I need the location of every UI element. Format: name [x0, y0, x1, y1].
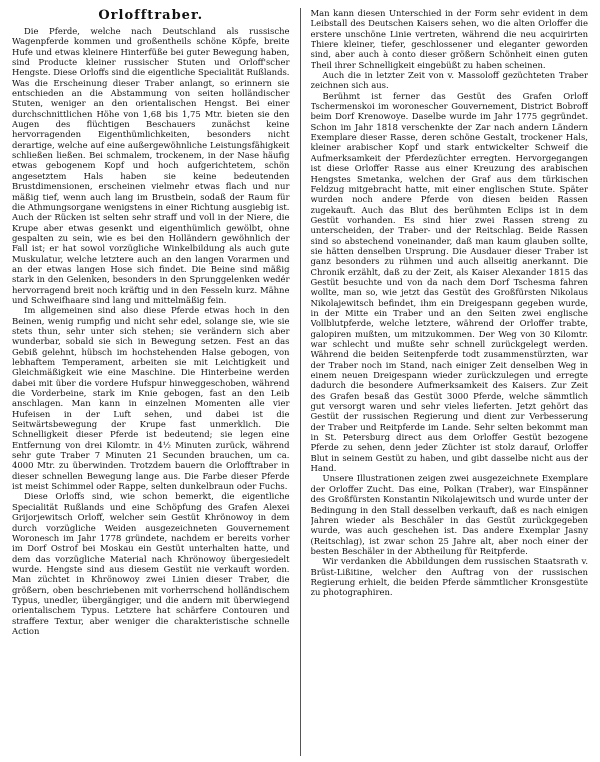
two-column-layout [12, 8, 588, 756]
right-paragraph-3: Berühmt ist ferner das Gestüt des Grafen Orloff Tschermenskoi im woronescher Gouvernement, District Bobroff beim Dorf Krenowoye. Daselbe wurde im Jahr 1775 gegründet. Schon im Jahr 1818 verschenkte der Zar nach andern Ländern Exemplare dieser Rasse, deren schöne Gestalt, trockener Hals, kleiner arabischer Kopf und stark entwickelter Schweif die Aufmerksamkeit der Pferdezüchter erregten. Hervorgegangen ist diese Orloffer Rasse aus einer Kreuzung des arabischen Hengstes Smetanka, welchen der Graf aus dem türkischen Feldzug mitgebracht hatte, mit einer englischen Stute. Später wurden noch andere Pferde von diesen beiden Rassen zugekauft. Auch das Blut des berühmten Eclips ist in dem Gestüt vorhanden. Es sind hier zwei Rassen streng zu unterscheiden, der Traber- und der Reitschlag. Beide Rassen sind so abstechend voneinander, daß man kaum glauben sollte, sie hätten denselben Ursprung. Die Ausdauer dieser Traber ist ganz besonders zu rühmen und auch allseitig anerkannt. Die Chronik erzählt, daß zu der Zeit, als Kaiser Alexander 1815 das Gestüt besuchte und von da nach dem Dorf Tschesma fahren wollte, man so, wie jetzt das Gestüt des Großfürsten Nikolaus Nikolajewitsch befindet, ihm ein Dreigespann gegeben wurde, in der Mitte ein Traber und an den Seiten zwei englische Vollblutpferde, welche letztere, während der Orloffer trabte, galopiren mußten, um mitzukommen. Der Weg von 30 Kilomtr. war schlecht und mußte sehr schnell zurückgelegt werden. Während die beiden Seitenpferde todt zusammenstürzten, war der Traber noch im Stand, nach einiger Zeit denselben Weg in einem neuen Dreigespann wieder zurückzulegen und erregte dadurch die besondere Aufmerksamkeit des Kaisers. Zur Zeit des Grafen besaß das Gestüt 3000 Pferde, welche sämmtlich gut versorgt waren und sehr vieles lieferten. Jetzt gehört das Gestüt der russischen Regierung und dient zur Verbesserung der Traber und Reitpferde im Lande. Sehr selten bekommt man in St. Petersburg direct aus dem Orloffer Gestüt bezogene Pferde zu sehen, denn jeder Züchter ist stolz darauf, Orloffer Blut in seinem Gestüt zu haben, und gibt dasselbe nicht aus der Hand. [310, 90, 588, 474]
left-paragraph-3: Diese Orloffs sind, wie schon bemerkt, die eigentliche Specialität Rußlands und eine Schöpfung des Grafen Alexei Grijorjewitsch Orloff, welcher sein Gestüt Khrönowoy in dem durch vorzügliche Weiden ausgezeichneten Gouvernement Woronesch im Jahr 1778 gründete, nachdem er bereits vorher im Dorf Ostrof bei Moskau ein Gestüt unterhalten hatte, und dem das vorzügliche Material nach Khrönowoy übergesiedelt wurde. Hengste sind aus diesem Gestüt nie verkauft worden. Man züchtet in Khrönowoy zwei Linien dieser Traber, die größern, oben beschriebenen mit vorherrschend holländischem Typus, unedler, übergängiger, und die andern mit überwiegend orientalischem Typus. Letztere hat schärfere Contouren und straffere Textur, aber weniger die charakteristische schnelle Action [12, 491, 290, 636]
left-paragraph-1: Die Pferde, welche nach Deutschland als russische Wagenpferde kommen und großentheils schöne Köpfe, breite Hufe und etwas kleinere Hinterfüße bei guter Bewegung haben, sind Producte kleiner russischer Stuten und Orloff'scher Hengste. Diese Orloffs sind die eigentliche Specialität Rußlands. Was die Erscheinung dieser Traber anlangt, so erinnern sie entschieden an die Abstammung von seiten holländischer Stuten, weniger an den orientalischen Hengst. Bei einer durchschnittlichen Höhe von 1,68 bis 1,75 Mtr. bieten sie den Augen des flüchtigen Beschauers zunächst keine hervorragenden Eigenthümlichkeiten, besonders nicht derartige, welche auf eine außergewöhnliche Leistungsfähigkeit schließen ließen. Bei schmalem, trockenem, in der Nase häufig etwas gebogenem Kopf und hoch aufgerichtetem, schön angesetztem Hals haben sie keine bedeutenden Brustdimensionen, erscheinen vielmehr etwas flach und nur mäßig tief, wenn auch lang im Brustbein, sodaß der Raum für die Athmungsorgane wenigstens in einer Richtung ausgiebig ist. Auch der Rücken ist selten sehr straff und voll in der Niere, die Krupe aber etwas gesenkt und eigenthümlich gewölbt, ohne gespalten zu sein, wie es bei den Holländern gewöhnlich der Fall ist; er hat sowol vorzügliche Winkelbildung als auch gute Muskulatur, welche letztere auch an den langen Vorarmen und an der etwas langen Hose sich findet. Die Beine sind mäßig stark in den Gelenken, besonders in den Sprunggelenken wedér hervorragend breit noch kräftig und in den Fesseln kurz. Mähne und Schweifhaare sind lang und mittelmäßig fein. [12, 26, 290, 305]
left-paragraph-2: Im allgemeinen sind also diese Pferde etwas hoch in den Beinen, wenig rumpfig und nicht sehr edel, solange sie, wie sie stets thun, sehr unter sich stehen; sie verändern sich aber wunderbar, sobald sie sich in Bewegung setzen. Fest an das Gebiß gelehnt, hübsch im hochstehenden Halse gebogen, von lebhaftem Temperament, arbeiten sie mit Leichtigkeit und Gleichmäßigkeit wie eine Maschine. Die Hinterbeine werden dabei mit über die vordere Hufspur hinweggeschoben, während die Vorderbeine, stark im Knie gebogen, fast an den Leib anschlagen. Man kann in einzelnen Momenten alle vier Hufeisen in der Luft sehen, und dabei ist die Seitwärtsbewegung der Krupe fast unmerklich. Die Schnelligkeit dieser Pferde ist bedeutend; sie legen eine Entfernung von drei Kilomtr. in 4½ Minuten zurück, während sehr gute Traber 7 Minuten 21 Secunden brauchen, um ca. 4000 Mtr. zu überwinden. Trotzdem bauern die Orlofftraber in dieser schnellen Bewegung lange aus. Die Farbe dieser Pferde ist meist Schimmel oder Rappe, selten dunkelbraun oder Fuchs. [12, 305, 290, 492]
right-column [311, 8, 589, 756]
right-paragraph-4: Unsere Illustrationen zeigen zwei ausgezeichnete Exemplare der Orloffer Zucht. Das eine, Polkan (Traber), war Einspänner des Großfürsten Konstantin Nikolajewitsch und wurde unter der Bedingung in den Stall desselben verkauft, daß es nach einigen Jahren wieder als Beschäler in das Gestüt zurückgegeben wurde, was auch geschehen ist. Das andere Exemplar Jasny (Reitschlag), ist zwar schon 25 Jahre alt, aber noch einer der besten Beschäler in der Abtheilung für Reitpferde. [310, 473, 588, 556]
right-paragraph-5: Wir verdanken die Abbildungen dem russischen Staatsrath v. Brüst-Lißitine, welcher den Auftrag von der russischen Regierung erhielt, die beiden Pferde sämmtlicher Kronsgestüte zu photographiren. [310, 556, 588, 598]
column-divider [300, 8, 301, 756]
left-column [12, 8, 290, 756]
article-title: Orlofftraber. [98, 8, 204, 23]
right-paragraph-1: Man kann diesen Unterschied in der Form sehr evident in dem Leibstall des Deutschen Kaisers sehen, wo die alten Orloffer die erstere unschöne Linie vertreten, während die neu acquirirten Thiere kleiner, tiefer, geschlossener und eleganter geworden sind, aber auch à conto dieser größern Schönheit einen guten Theil ihrer Schnelligkeit eingebüßt zu haben scheinen. [310, 8, 588, 70]
right-paragraph-2: Auch die in letzter Zeit von v. Massoloff gezüchteten Traber zeichnen sich aus. [310, 70, 588, 91]
